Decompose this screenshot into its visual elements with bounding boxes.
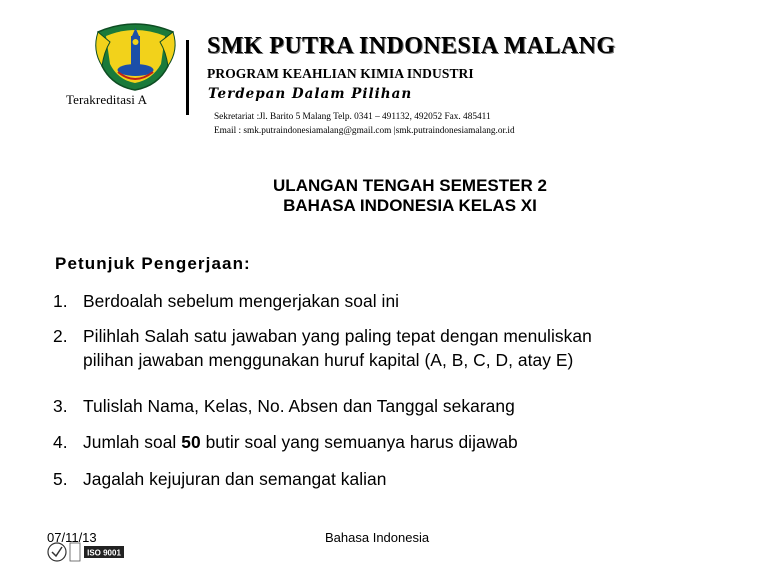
school-motto: Terdepan Dalam Pilihan [208,86,413,102]
instruction-item [53,430,518,454]
school-name: SMK PUTRA INDONESIA MALANG [207,33,616,59]
exam-title-line2: BAHASA INDONESIA KELAS XI [283,196,537,215]
exam-title-line1: ULANGAN TENGAH SEMESTER 2 [273,176,547,195]
school-email: Email : smk.putraindonesiamalang@gmail.com |smk.putraindonesiamalang.or.id [214,126,515,136]
item-text-line1: Pilihlah Salah satu jawaban yang paling tepat dengan menuliskan [83,326,592,346]
item-number: 4. [53,432,68,452]
instruction-item [53,289,399,313]
item-number: 2. [53,326,68,346]
footer-date: 07/11/13 [47,530,97,545]
footer-subject: Bahasa Indonesia [325,530,430,545]
item-text-line2: pilihan jawaban menggunakan huruf kapital (A, B, C, D, atay E) [83,350,574,370]
item-number: 3. [53,396,68,416]
cert-label: ISO 9001 [87,548,121,558]
school-address: Sekretariat :Jl. Barito 5 Malang Telp. 0341 – 491132, 492052 Fax. 485411 [214,112,491,122]
instruction-item [53,467,387,491]
school-crest-icon [88,20,183,92]
instruction-item [53,324,592,372]
item-text: Jagalah kejujuran dan semangat kalian [83,469,387,489]
accreditation-label: Terakreditasi A [66,92,148,107]
program-name: PROGRAM KEAHLIAN KIMIA INDUSTRI [207,66,474,81]
item-number: 1. [53,291,68,311]
header-divider [186,40,189,115]
item-text: Tulislah Nama, Kelas, No. Absen dan Tanggal sekarang [83,396,515,416]
instructions-heading: Petunjuk Pengerjaan: [55,254,251,273]
question-count: 50 [181,432,201,452]
item-text: Berdoalah sebelum mengerjakan soal ini [83,291,400,311]
item-text-after: butir soal yang semuanya harus dijawab [200,432,518,452]
item-text-before: Jumlah soal [83,432,182,452]
instruction-item [53,394,515,418]
item-number: 5. [53,469,68,489]
exam-title [0,176,768,216]
